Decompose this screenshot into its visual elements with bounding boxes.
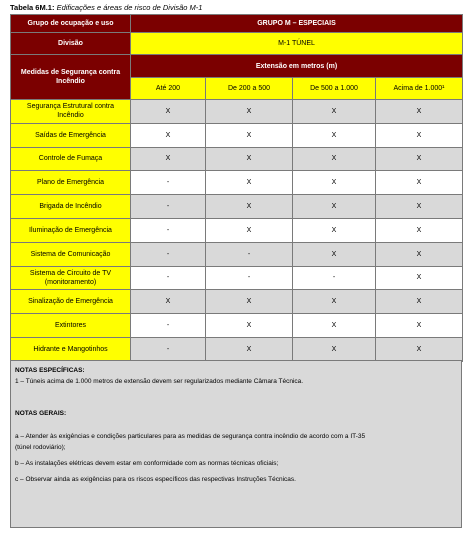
requirement-cell: - — [293, 266, 376, 290]
table-row — [11, 266, 463, 290]
requirement-cell: X — [206, 100, 293, 124]
grupo-label: Grupo de ocupação e uso — [11, 15, 131, 33]
table-row — [11, 218, 463, 242]
requirement-cell: X — [376, 242, 463, 266]
requirement-cell: - — [131, 195, 206, 219]
row-label: Sinalização de Emergência — [11, 290, 131, 314]
requirement-cell: X — [293, 147, 376, 171]
notes-gerais-b: b – As instalações elétricas devem estar em conformidade com as normas técnicas oficiais; — [15, 460, 279, 467]
requirement-cell: X — [293, 218, 376, 242]
column-header: Acima de 1.000¹ — [376, 78, 463, 100]
table-row — [11, 242, 463, 266]
divisao-label: Divisão — [11, 33, 131, 55]
requirement-cell: X — [293, 123, 376, 147]
requirement-cell: - — [206, 266, 293, 290]
requirement-cell: X — [206, 290, 293, 314]
requirement-cell: X — [376, 337, 463, 361]
row-label: Iluminação de Emergência — [11, 218, 131, 242]
column-header: De 200 a 500 — [206, 78, 293, 100]
requirement-cell: X — [131, 290, 206, 314]
row-label: Plano de Emergência — [11, 171, 131, 195]
row-label: Sistema de Comunicação — [11, 242, 131, 266]
table-row — [11, 100, 463, 124]
requirement-cell: X — [206, 195, 293, 219]
notes-box — [10, 360, 462, 528]
requirement-cell: X — [376, 266, 463, 290]
requirement-cell: X — [376, 123, 463, 147]
requirement-cell: X — [376, 147, 463, 171]
notes-gerais-a: a – Atender às exigências e condições particulares para as medidas de segurança contra incêndio de acordo com a IT-35 — [15, 433, 366, 440]
caption-text: Edificações e áreas de risco de Divisão M-1 — [56, 3, 203, 12]
notes-especificas-title: NOTAS ESPECÍFICAS: — [15, 367, 85, 374]
notes-especificas-1: 1 – Túneis acima de 1.000 metros de extensão devem ser regularizados mediante Câmara Técnica. — [15, 378, 304, 385]
requirement-cell: X — [131, 100, 206, 124]
requirement-cell: X — [131, 147, 206, 171]
caption-label: Tabela 6M.1: — [10, 3, 55, 12]
notes-gerais-a-cont: (túnel rodoviário); — [15, 444, 66, 451]
requirement-cell: - — [131, 218, 206, 242]
row-label: Brigada de Incêndio — [11, 195, 131, 219]
column-header: De 500 a 1.000 — [293, 78, 376, 100]
requirement-cell: X — [206, 147, 293, 171]
requirements-table — [10, 14, 463, 362]
medidas-label: Medidas de Segurança contra Incêndio — [11, 55, 131, 100]
requirement-cell: X — [293, 100, 376, 124]
requirement-cell: X — [293, 171, 376, 195]
requirement-cell: X — [206, 218, 293, 242]
table-row — [11, 314, 463, 338]
row-label: Sistema de Circuito de TV (monitoramento) — [11, 266, 131, 290]
requirement-cell: - — [131, 242, 206, 266]
requirement-cell: - — [131, 314, 206, 338]
requirement-cell: X — [376, 171, 463, 195]
row-label: Controle de Fumaça — [11, 147, 131, 171]
requirement-cell: X — [293, 337, 376, 361]
table-caption — [10, 3, 202, 12]
requirement-cell: X — [206, 337, 293, 361]
table-row — [11, 195, 463, 219]
extensao-label: Extensão em metros (m) — [131, 55, 463, 78]
requirement-cell: X — [206, 171, 293, 195]
requirement-cell: X — [293, 314, 376, 338]
notes-gerais-c: c – Observar ainda as exigências para os riscos específicos das respectivas Instruções Técnicas. — [15, 476, 296, 483]
row-label: Hidrante e Mangotinhos — [11, 337, 131, 361]
requirement-cell: X — [131, 123, 206, 147]
requirement-cell: X — [293, 242, 376, 266]
requirement-cell: X — [376, 290, 463, 314]
requirement-cell: X — [206, 123, 293, 147]
requirement-cell: - — [206, 242, 293, 266]
notes-gerais-title: NOTAS GERAIS: — [15, 410, 67, 417]
requirement-cell: X — [376, 314, 463, 338]
requirement-cell: X — [376, 195, 463, 219]
requirement-cell: X — [293, 195, 376, 219]
requirement-cell: X — [206, 314, 293, 338]
requirement-cell: - — [131, 266, 206, 290]
divisao-value: M-1 TÚNEL — [131, 33, 463, 55]
requirement-cell: - — [131, 171, 206, 195]
column-header: Até 200 — [131, 78, 206, 100]
row-label: Segurança Estrutural contra Incêndio — [11, 100, 131, 124]
requirement-cell: - — [131, 337, 206, 361]
requirement-cell: X — [293, 290, 376, 314]
requirement-cell: X — [376, 218, 463, 242]
row-label: Extintores — [11, 314, 131, 338]
requirement-cell: X — [376, 100, 463, 124]
grupo-value: GRUPO M – ESPECIAIS — [131, 15, 463, 33]
table-row — [11, 337, 463, 361]
row-label: Saídas de Emergência — [11, 123, 131, 147]
table-row — [11, 123, 463, 147]
table-row — [11, 147, 463, 171]
table-row — [11, 290, 463, 314]
table-row — [11, 171, 463, 195]
